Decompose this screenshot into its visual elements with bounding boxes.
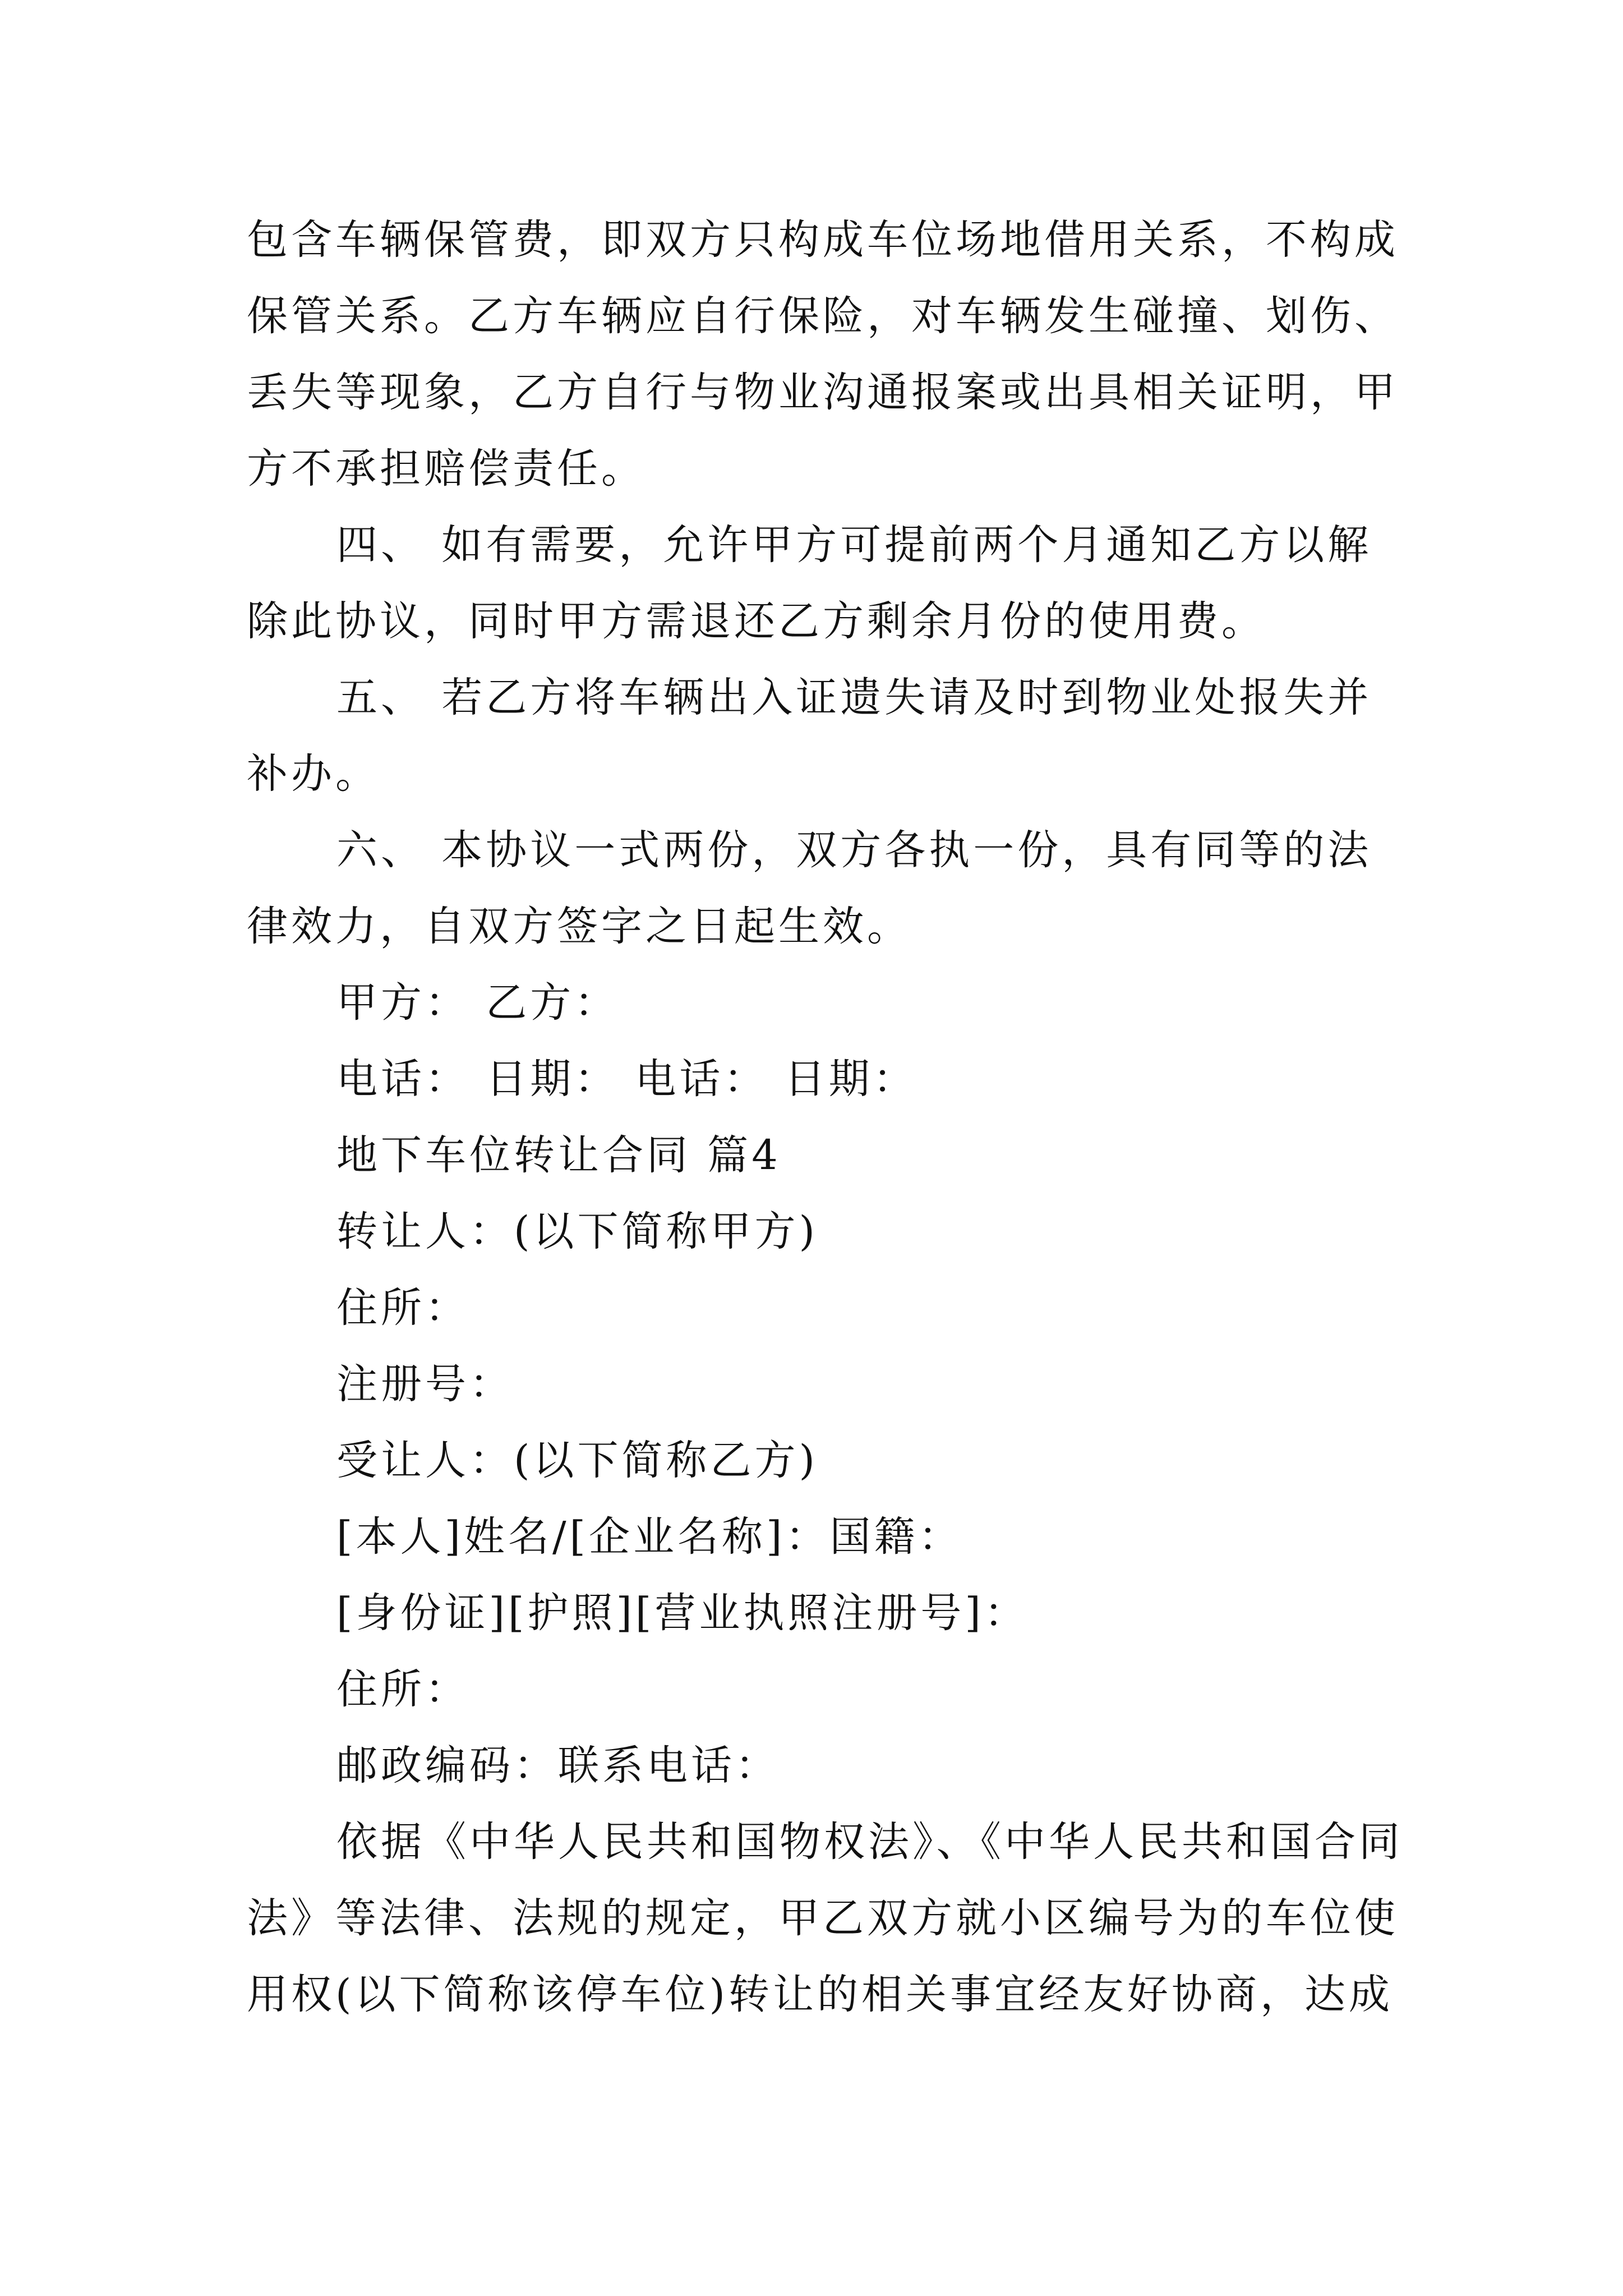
text-line: 律效力，自双方签字之日起生效。 (247, 903, 911, 950)
text-line: [本人]姓名/[企业名称]：国籍： (336, 1513, 963, 1561)
text-line: 五、 若乙方将车辆出入证遗失请及时到物业处报失并 (336, 674, 1372, 721)
text-line: 方不承担赔偿责任。 (247, 445, 645, 493)
text-line: 受让人：(以下简称乙方) (336, 1437, 818, 1484)
text-line: 丢失等现象，乙方自行与物业沟通报案或出具相关证明，甲 (247, 369, 1399, 416)
text-line: 四、 如有需要，允许甲方可提前两个月通知乙方以解 (336, 521, 1372, 569)
text-line: 包含车辆保管费，即双方只构成车位场地借用关系，不构成 (247, 216, 1399, 264)
text-line: 甲方： 乙方： (336, 979, 619, 1027)
text-line: 转让人：(以下简称甲方) (336, 1208, 818, 1255)
text-line: 保管关系。乙方车辆应自行保险，对车辆发生碰撞、划伤、 (247, 292, 1399, 340)
text-line: 注册号： (336, 1360, 514, 1408)
text-line: 法》等法律、法规的规定，甲乙双方就小区编号为的车位使 (247, 1894, 1399, 1942)
text-line: 住所： (336, 1665, 469, 1713)
text-line: 邮政编码：联系电话： (336, 1742, 780, 1789)
text-line: 住所： (336, 1284, 469, 1332)
text-line: [身份证][护照][营业执照注册号]： (336, 1589, 1029, 1637)
text-line: 补办。 (247, 750, 380, 798)
text-line: 六、 本协议一式两份，双方各执一份，具有同等的法 (336, 826, 1372, 874)
text-line: 用权(以下简称该停车位)转让的相关事宜经友好协商，达成 (247, 1971, 1393, 2018)
text-line: 地下车位转让合同 篇4 (336, 1131, 781, 1179)
text-line: 依据《中华人民共和国物权法》、《中华人民共和国合同 (336, 1818, 1403, 1866)
text-line: 电话： 日期： 电话： 日期： (336, 1055, 917, 1103)
text-line: 除此协议，同时甲方需退还乙方剩余月份的使用费。 (247, 597, 1266, 645)
document-body (247, 202, 1403, 2033)
